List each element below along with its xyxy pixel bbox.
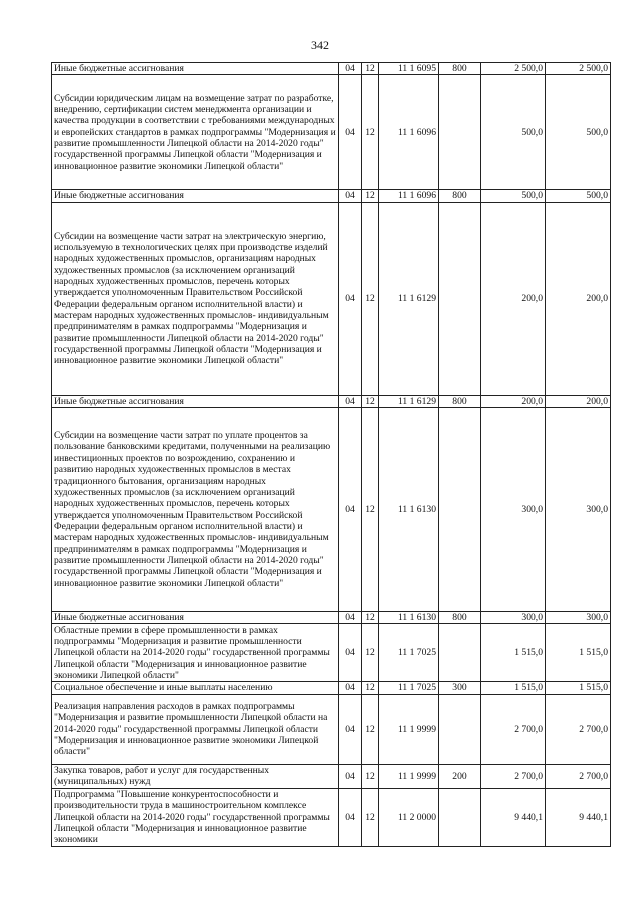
- row-amount-2: 300,0: [546, 612, 611, 624]
- row-amount-1: 2 500,0: [481, 63, 546, 75]
- row-amount-1: 2 700,0: [481, 694, 546, 764]
- row-subsection: 12: [362, 63, 379, 75]
- page-number: 342: [311, 38, 329, 52]
- row-amount-2: 500,0: [546, 190, 611, 202]
- row-amount-2: 1 515,0: [546, 624, 611, 682]
- row-subsection: 12: [362, 764, 379, 788]
- row-target-code: 11 1 6096: [379, 190, 439, 202]
- row-target-code: 11 1 6095: [379, 63, 439, 75]
- row-section: 04: [339, 63, 362, 75]
- row-expense-type: 200: [439, 764, 481, 788]
- row-target-code: 11 1 7025: [379, 624, 439, 682]
- row-amount-1: 1 515,0: [481, 624, 546, 682]
- row-amount-1: 500,0: [481, 190, 546, 202]
- row-amount-1: 300,0: [481, 408, 546, 612]
- row-name: Закупка товаров, работ и услуг для государственных (муниципальных) нужд: [52, 764, 339, 788]
- row-target-code: 11 1 6096: [379, 75, 439, 190]
- row-name: Иные бюджетные ассигнования: [52, 395, 339, 407]
- row-name: Субсидии на возмещение части затрат на электрическую энергию, используемую в технологических целях при производстве изделий народных художественных промыслов, организациям народных художественных промыслов (за исключением организаций народных художественных промыслов, перечень которых утверждается уполномоченным Правительством Российской Федерации федеральным органом исполнительной власти) и мастерам народных художественных промыслов- индивидуальным предпринимателям в рамках подпрограммы "Модернизация и развитие промышленности Липецкой области на 2014-2020 годы" государственной программы Липецкой области "Модернизация и инновационное развитие экономики Липецкой области": [52, 202, 339, 395]
- row-amount-1: 9 440,1: [481, 788, 546, 846]
- row-amount-2: 1 515,0: [546, 682, 611, 694]
- row-section: 04: [339, 202, 362, 395]
- row-amount-1: 500,0: [481, 75, 546, 190]
- row-amount-2: 200,0: [546, 202, 611, 395]
- row-name: Иные бюджетные ассигнования: [52, 63, 339, 75]
- row-expense-type: 800: [439, 612, 481, 624]
- row-expense-type: [439, 75, 481, 190]
- row-expense-type: 800: [439, 190, 481, 202]
- table-row: [52, 395, 611, 407]
- row-amount-2: 2 500,0: [546, 63, 611, 75]
- row-subsection: 12: [362, 624, 379, 682]
- table-row: [52, 190, 611, 202]
- table-row: [52, 788, 611, 846]
- table-row: [52, 612, 611, 624]
- row-subsection: 12: [362, 694, 379, 764]
- table-row: [52, 624, 611, 682]
- table-row: [52, 202, 611, 395]
- row-name: Реализация направления расходов в рамках подпрограммы "Модернизация и развитие промышленности Липецкой области на 2014-2020 годы" государственной программы Липецкой области "Модернизация и инновационное развитие экономики Липецкой области": [52, 694, 339, 764]
- row-section: 04: [339, 788, 362, 846]
- row-target-code: 11 1 6130: [379, 612, 439, 624]
- row-subsection: 12: [362, 395, 379, 407]
- row-subsection: 12: [362, 682, 379, 694]
- row-expense-type: [439, 408, 481, 612]
- row-section: 04: [339, 612, 362, 624]
- row-amount-1: 1 515,0: [481, 682, 546, 694]
- row-section: 04: [339, 682, 362, 694]
- table-row: [52, 764, 611, 788]
- row-amount-1: 200,0: [481, 395, 546, 407]
- row-expense-type: [439, 624, 481, 682]
- row-subsection: 12: [362, 612, 379, 624]
- row-section: 04: [339, 75, 362, 190]
- row-subsection: 12: [362, 202, 379, 395]
- row-section: 04: [339, 624, 362, 682]
- row-amount-1: 2 700,0: [481, 764, 546, 788]
- table-row: [52, 682, 611, 694]
- row-name: Областные премии в сфере промышленности в рамках подпрограммы "Модернизация и развитие промышленности Липецкой области на 2014-2020 годы" государственной программы Липецкой области "Модернизация и инновационное развитие экономики Липецкой области": [52, 624, 339, 682]
- row-amount-1: 300,0: [481, 612, 546, 624]
- row-target-code: 11 1 6129: [379, 202, 439, 395]
- row-expense-type: 800: [439, 395, 481, 407]
- row-subsection: 12: [362, 788, 379, 846]
- row-name: Иные бюджетные ассигнования: [52, 612, 339, 624]
- row-target-code: 11 1 7025: [379, 682, 439, 694]
- row-expense-type: 300: [439, 682, 481, 694]
- row-subsection: 12: [362, 190, 379, 202]
- row-section: 04: [339, 694, 362, 764]
- row-subsection: 12: [362, 408, 379, 612]
- row-expense-type: 800: [439, 63, 481, 75]
- row-amount-2: 500,0: [546, 75, 611, 190]
- row-target-code: 11 2 0000: [379, 788, 439, 846]
- row-section: 04: [339, 190, 362, 202]
- row-amount-2: 2 700,0: [546, 764, 611, 788]
- row-name: Субсидии юридическим лицам на возмещение затрат по разработке, внедрению, сертификации систем менеджмента организации и качества продукции в соответствии с требованиями международных и европейских стандартов в рамках подпрограммы "Модернизация и развитие промышленности Липецкой области на 2014-2020 годы" государственной программы Липецкой области "Модернизация и инновационное развитие экономики Липецкой области": [52, 75, 339, 190]
- table-body: [52, 63, 611, 847]
- row-target-code: 11 1 9999: [379, 764, 439, 788]
- row-amount-2: 2 700,0: [546, 694, 611, 764]
- row-amount-2: 300,0: [546, 408, 611, 612]
- row-name: Субсидии на возмещение части затрат по уплате процентов за пользование банковскими кредитами, полученными на реализацию инвестиционных проектов по возрождению, сохранению и развитию народных художественных промыслов в местах традиционного бытования, организациям народных художественных промыслов (за исключением организаций народных художественных промыслов, перечень которых утверждается уполномоченным Правительством Российской Федерации федеральным органом исполнительной власти) и мастерам народных художественных промыслов- индивидуальным предпринимателям в рамках подпрограммы "Модернизация и развитие промышленности Липецкой области на 2014-2020 годы" государственной программы Липецкой области "Модернизация и инновационное развитие экономики Липецкой области": [52, 408, 339, 612]
- table-row: [52, 63, 611, 75]
- row-expense-type: [439, 788, 481, 846]
- row-section: 04: [339, 764, 362, 788]
- row-name: Социальное обеспечение и иные выплаты населению: [52, 682, 339, 694]
- row-target-code: 11 1 6130: [379, 408, 439, 612]
- table-row: [52, 75, 611, 190]
- table-row: [52, 694, 611, 764]
- row-expense-type: [439, 202, 481, 395]
- row-amount-1: 200,0: [481, 202, 546, 395]
- row-name: Подпрограмма "Повышение конкурентоспособности и производительности труда в машиностроительном комплексе Липецкой области на 2014-2020 годы" государственной программы Липецкой области "Модернизация и инновационное развитие экономики: [52, 788, 339, 846]
- row-expense-type: [439, 694, 481, 764]
- row-name: Иные бюджетные ассигнования: [52, 190, 339, 202]
- row-target-code: 11 1 6129: [379, 395, 439, 407]
- row-section: 04: [339, 395, 362, 407]
- row-amount-2: 9 440,1: [546, 788, 611, 846]
- row-subsection: 12: [362, 75, 379, 190]
- row-target-code: 11 1 9999: [379, 694, 439, 764]
- row-amount-2: 200,0: [546, 395, 611, 407]
- budget-table: [51, 62, 611, 847]
- row-section: 04: [339, 408, 362, 612]
- table-row: [52, 408, 611, 612]
